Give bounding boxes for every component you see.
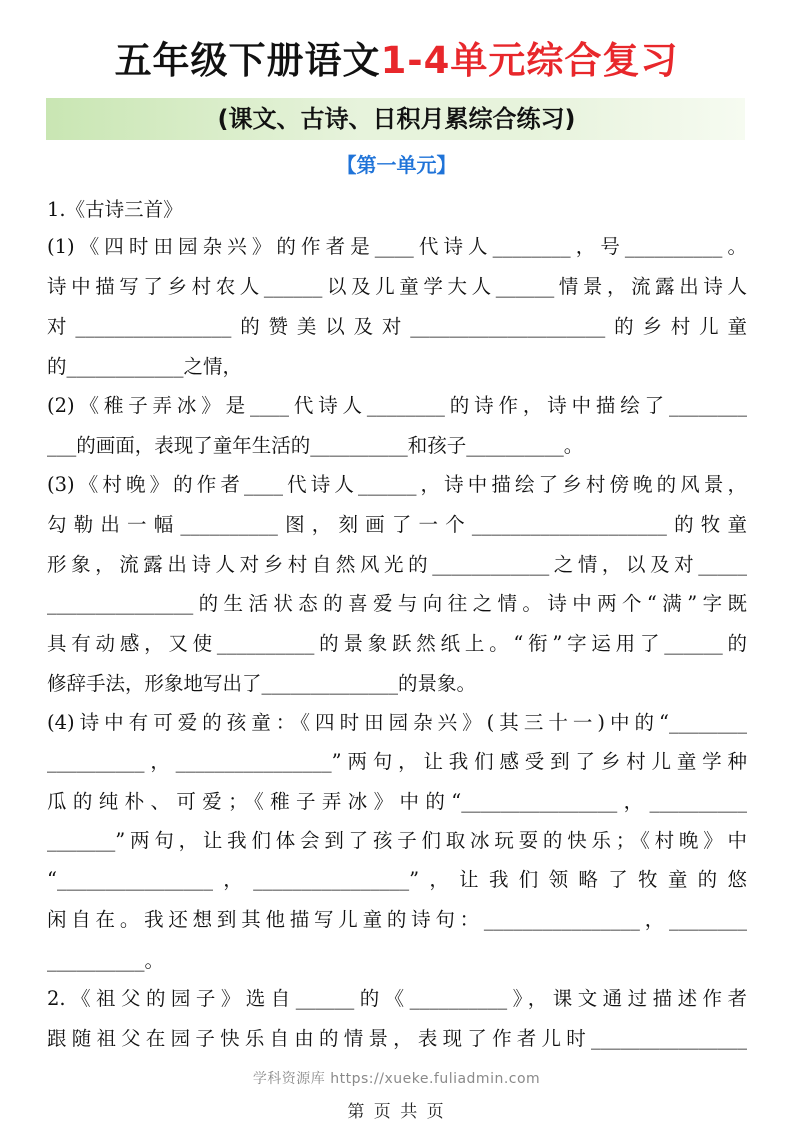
- title-black: 五年级下册语文: [114, 39, 381, 82]
- text-line: 2.《祖父的园子》选自______的《__________》，课文通过描述作者: [47, 987, 747, 1010]
- text-line: __________，________________”两句，让我们感受到了乡村儿童学种: [47, 750, 747, 773]
- text-line: 勾勒出一幅__________图，刻画了一个____________________的牧童: [47, 513, 747, 536]
- title-red: 1-4单元综合复习: [380, 39, 679, 82]
- page-title: [0, 38, 793, 84]
- text-line: 的____________之情，: [47, 355, 243, 378]
- text-line: 诗中描写了乡村农人______以及儿童学大人______情景，流露出诗人: [47, 275, 747, 298]
- text-line: (4)诗中有可爱的孩童：《四时田园杂兴》(其三十一)中的“________: [47, 711, 747, 734]
- text-line: 对________________的赞美以及对____________________的乡村儿童: [47, 315, 747, 338]
- text-line: 1.《古诗三首》: [47, 198, 183, 221]
- text-line: __________。: [47, 949, 165, 972]
- text-line: 瓜的纯朴、可爱；《稚子弄冰》中的“________________，__________: [47, 790, 747, 813]
- unit-heading: 【第一单元】: [336, 153, 457, 177]
- text-line: “________________，________________”，让我们领略了牧童的悠: [47, 868, 747, 891]
- subtitle: (课文、古诗、日积月累综合练习): [217, 105, 576, 133]
- text-line: 形象，流露出诗人对乡村自然风光的____________之情，以及对_____: [47, 553, 747, 576]
- text-line: 具有动感，又使__________的景象跃然纸上。“衔”字运用了______的: [47, 632, 747, 655]
- text-line: _______________的生活状态的喜爱与向往之情。诗中两个“满”字既: [47, 592, 747, 615]
- footer-page-number: 第 页 共 页: [347, 1102, 446, 1122]
- text-line: 修辞手法，形象地写出了______________的景象。: [47, 672, 477, 695]
- text-line: _______”两句，让我们体会到了孩子们取冰玩耍的快乐；《村晚》中: [47, 829, 747, 852]
- text-line: ___的画面，表现了童年生活的__________和孩子__________。: [47, 434, 584, 457]
- text-line: 闲自在。我还想到其他描写儿童的诗句：________________，________: [47, 908, 747, 931]
- text-line: (1)《四时田园杂兴》的作者是____代诗人________，号__________。: [47, 235, 747, 258]
- text-line: 跟随祖父在园子快乐自由的情景，表现了作者儿时________________: [47, 1027, 747, 1050]
- footer-site: 学科资源库 https://xueke.fuliadmin.com: [252, 1071, 541, 1087]
- text-line: (3)《村晚》的作者____代诗人______，诗中描绘了乡村傍晚的风景，: [47, 473, 747, 496]
- text-line: (2)《稚子弄冰》是____代诗人________的诗作，诗中描绘了________: [47, 394, 747, 417]
